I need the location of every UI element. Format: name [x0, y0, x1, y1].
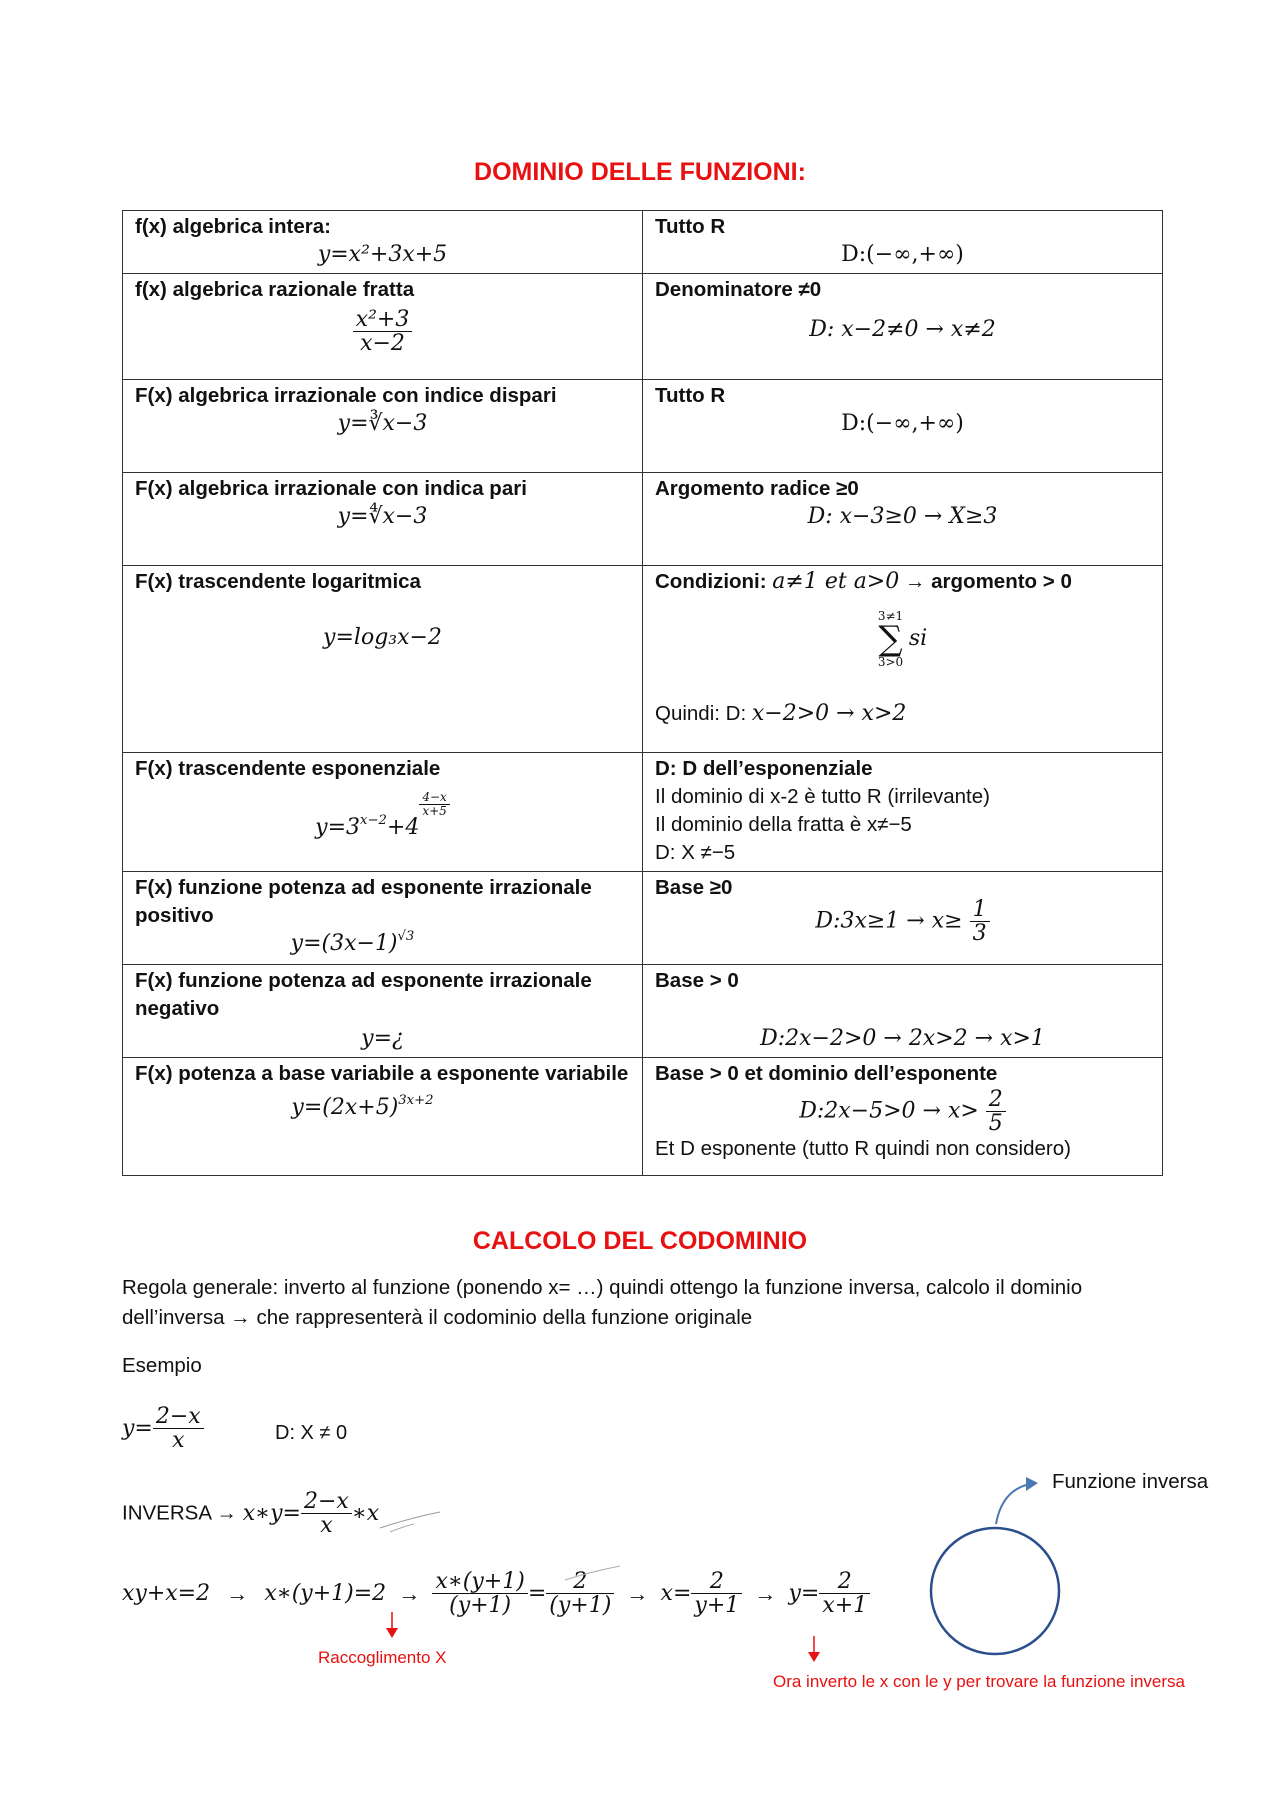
- fraction: [819, 1570, 870, 1617]
- row-condition: Tutto R: [655, 384, 726, 407]
- row-label: f(x) algebrica razionale fratta: [135, 278, 415, 301]
- fraction-numerator: 2−x: [153, 1405, 204, 1429]
- codomain-title: CALCOLO DEL CODOMINIO: [472, 1227, 808, 1255]
- fraction: [153, 1405, 204, 1452]
- table-cell: [123, 965, 643, 1058]
- fraction-denominator: x+1: [822, 1593, 868, 1619]
- scribble-line: [380, 1512, 440, 1528]
- table-cell: [123, 274, 643, 380]
- note-funzione-inversa: Funzione inversa: [1052, 1470, 1209, 1493]
- row-domain: D:(−∞,+∞): [841, 411, 964, 436]
- formula-plus: +4: [386, 814, 420, 840]
- table-cell: [643, 473, 1163, 566]
- fraction-numerator: 2: [546, 1570, 614, 1594]
- text-line: Il dominio della fratta è x≠−5: [655, 813, 912, 836]
- table-cell: [123, 211, 643, 274]
- row-label: F(x) funzione potenza ad esponente irrazionale negativo: [135, 969, 592, 1020]
- scribble-line: [565, 1566, 620, 1580]
- row-domain: D: x−2≠0 → x≠2: [809, 317, 996, 342]
- row-condition: Tutto R: [655, 215, 726, 238]
- fraction-numerator: 1: [970, 898, 990, 922]
- domain-title: DOMINIO DELLE FUNZIONI:: [474, 158, 806, 186]
- arrow-down-icon: [384, 1612, 400, 1640]
- domain-table: [122, 210, 1163, 1176]
- formula-exponent: √3: [397, 929, 415, 945]
- sigma-icon: ∑: [878, 619, 903, 659]
- table-row: [123, 872, 1163, 965]
- table-cell: [643, 380, 1163, 473]
- row-condition: D: D dell’esponenziale: [655, 757, 873, 780]
- summation: [655, 610, 1150, 682]
- note-inverto: Ora inverto le x con le y per trovare la funzione inversa: [773, 1672, 1185, 1691]
- quindi-label: Quindi: D:: [655, 702, 747, 725]
- text-line: D: X ≠−5: [655, 841, 736, 864]
- annotation-drawing: [920, 1466, 1180, 1666]
- row-label: F(x) algebrica irrazionale con indice dispari: [135, 384, 557, 407]
- row-label: F(x) trascendente logaritmica: [135, 570, 421, 593]
- sum-text: si: [908, 626, 928, 651]
- row-formula: [75, 930, 630, 958]
- table-cell: [643, 274, 1163, 380]
- fraction-numerator: 2−x: [301, 1490, 352, 1514]
- table-cell: [643, 1058, 1163, 1176]
- row-condition: Base > 0: [655, 969, 739, 992]
- formula-lhs: x∗y=: [242, 1501, 301, 1527]
- row-condition: Argomento radice ≥0: [655, 477, 859, 500]
- scribble-decoration: [370, 1500, 460, 1540]
- formula-exponent: x−2: [360, 812, 387, 828]
- step-4: x=: [660, 1581, 692, 1607]
- table-row: [123, 965, 1163, 1058]
- table-row: [123, 274, 1163, 380]
- text-line: Il dominio di x-2 è tutto R (irrilevante): [655, 785, 990, 808]
- arrow-right-icon: →: [226, 1580, 249, 1606]
- fraction-denominator: x: [320, 1513, 333, 1539]
- table-cell: [643, 965, 1163, 1058]
- fraction-numerator: 2: [691, 1570, 742, 1594]
- domain-text: D:3x≥1 → x≥: [815, 908, 963, 934]
- row-condition: Condizioni:: [655, 570, 767, 593]
- rule-text: Regola generale: inverto al funzione (ponendo x= …) quindi ottengo la funzione inversa, calcolo il dominio dell’inversa → che rappresenterà il codominio della funzione originale: [122, 1276, 1083, 1329]
- table-row: [123, 1058, 1163, 1176]
- domain-text: D:2x−5>0 → x>: [799, 1098, 979, 1124]
- fraction-numerator: x²+3: [353, 308, 413, 332]
- table-cell: [123, 473, 643, 566]
- fraction-numerator: 2: [819, 1570, 870, 1594]
- table-row: [123, 566, 1163, 753]
- row-formula: y=∛x−3: [337, 411, 428, 436]
- fraction: [353, 308, 413, 355]
- formula-exponent: 3x+2: [398, 1093, 434, 1109]
- table-row: [123, 211, 1163, 274]
- arrow-right-icon: →: [754, 1580, 777, 1606]
- table-cell: [123, 753, 643, 872]
- example-domain: D: X ≠ 0: [275, 1422, 348, 1444]
- steps-row: [122, 1570, 870, 1617]
- arrow-head: [1026, 1477, 1038, 1491]
- scribble-decoration: [560, 1562, 630, 1592]
- row-label: F(x) potenza a base variabile a esponente variabile: [135, 1062, 629, 1085]
- row-condition: Base > 0 et dominio dell’esponente: [655, 1062, 998, 1085]
- row-condition: Base ≥0: [655, 876, 733, 899]
- row-formula: y=∜x−3: [337, 504, 428, 529]
- fraction-numerator: 2: [986, 1088, 1006, 1112]
- row-label: F(x) funzione potenza ad esponente irrazionale positivo: [135, 876, 592, 927]
- note-raccoglimento: Raccoglimento X: [318, 1648, 447, 1667]
- step-1: xy+x=2: [122, 1581, 211, 1607]
- formula-rhs: ∗x: [351, 1501, 380, 1527]
- table-row: [123, 753, 1163, 872]
- table-cell: [643, 211, 1163, 274]
- row-condition: Denominatore ≠0: [655, 278, 822, 301]
- formula-base: y=(3x−1): [290, 931, 398, 956]
- table-cell: [123, 1058, 643, 1176]
- formula-lhs: y=: [122, 1416, 153, 1442]
- fraction-denominator: 3: [972, 921, 987, 947]
- condition-argument: argomento > 0: [931, 570, 1072, 593]
- row-formula: [135, 791, 630, 842]
- table-row: [123, 380, 1163, 473]
- formula-base: y=3: [315, 814, 361, 840]
- fraction-denominator: x+5: [422, 803, 447, 818]
- table-cell: [123, 872, 643, 965]
- fraction-denominator: y+1: [694, 1593, 740, 1619]
- inversa-label: INVERSA →: [122, 1501, 238, 1525]
- row-domain: [655, 1088, 1150, 1135]
- fraction: [432, 1570, 527, 1617]
- step-5: y=: [788, 1581, 820, 1607]
- sum-bottom: 3>0: [877, 655, 904, 669]
- arrow-down-icon: [806, 1636, 822, 1664]
- table-cell: [643, 753, 1163, 872]
- table-row: [123, 473, 1163, 566]
- table-cell: [643, 566, 1163, 753]
- inversa-formula: [122, 1490, 379, 1537]
- row-domain: x−2>0 → x>2: [751, 701, 907, 726]
- formula-base: y=(2x+5): [291, 1095, 399, 1120]
- example-formula: [122, 1405, 204, 1452]
- fraction-denominator: x−2: [360, 331, 405, 357]
- fraction-denominator: x: [172, 1428, 185, 1454]
- step-2: x∗(y+1)=2: [264, 1581, 387, 1607]
- fraction-numerator: 4−x: [419, 791, 449, 805]
- text-line: Et D esponente (tutto R quindi non considero): [655, 1137, 1071, 1161]
- row-domain: D:2x−2>0 → 2x>2 → x>1: [760, 1026, 1045, 1051]
- table-cell: [123, 566, 643, 753]
- fraction-numerator: x∗(y+1): [432, 1570, 527, 1594]
- fraction: [419, 791, 449, 817]
- fraction-denominator: (y+1): [549, 1593, 612, 1619]
- condition-formula: a≠1 et a>0: [772, 569, 900, 594]
- row-label: F(x) algebrica irrazionale con indica pari: [135, 477, 527, 500]
- arrow-head: [808, 1652, 820, 1662]
- row-domain: D:(−∞,+∞): [841, 242, 964, 267]
- fraction: [986, 1088, 1006, 1135]
- row-domain: D: x−3≥0 → X≥3: [807, 504, 998, 529]
- row-formula: [95, 1094, 630, 1122]
- fraction: [970, 898, 990, 945]
- table-cell: [123, 380, 643, 473]
- arrow-right-icon: →: [904, 570, 926, 593]
- arrow-curve: [996, 1484, 1030, 1524]
- sum-top: 3≠1: [877, 609, 904, 623]
- example-label: Esempio: [122, 1354, 202, 1377]
- fraction-denominator: 5: [988, 1111, 1003, 1137]
- row-formula: y=x²+3x+5: [317, 242, 448, 267]
- equals-sign: =: [527, 1581, 547, 1607]
- circle-shape: [931, 1528, 1059, 1654]
- arrow-right-icon: →: [398, 1580, 421, 1606]
- fraction: [301, 1490, 352, 1537]
- row-formula: y=¿: [361, 1026, 404, 1051]
- arrow-right-icon: →: [626, 1580, 649, 1606]
- fraction-denominator: (y+1): [449, 1593, 512, 1619]
- row-label: F(x) trascendente esponenziale: [135, 757, 441, 780]
- arrow-head: [386, 1628, 398, 1638]
- scribble-line: [390, 1524, 414, 1532]
- row-domain: [655, 898, 1150, 945]
- row-label: f(x) algebrica intera:: [135, 215, 331, 238]
- fraction: [691, 1570, 742, 1617]
- row-formula: y=log₃x−2: [323, 625, 442, 650]
- table-cell: [643, 872, 1163, 965]
